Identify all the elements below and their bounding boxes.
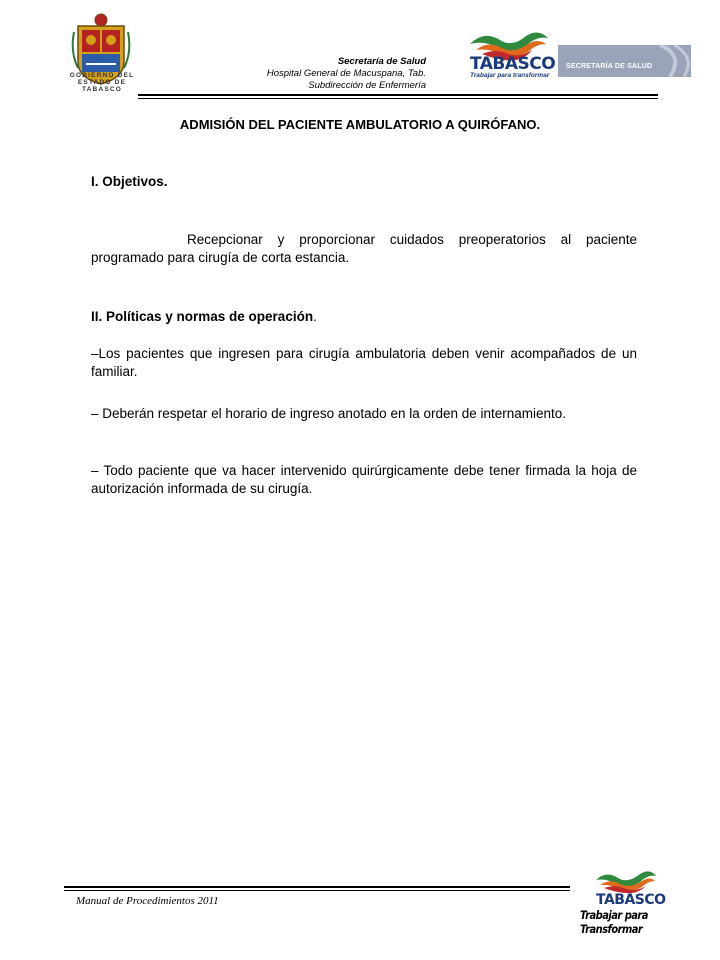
document-title: ADMISIÓN DEL PACIENTE AMBULATORIO A QUIRÓFANO. xyxy=(179,117,541,132)
gov-line-3: TABASCO xyxy=(81,86,123,93)
section-policies-heading-text: II. Políticas y normas de operación xyxy=(91,309,314,324)
footer-tabasco-wordmark: TABASCO xyxy=(596,892,666,908)
tabasco-wordmark: TABASCO xyxy=(470,54,556,74)
header-line-secretaria: Secretaría de Salud xyxy=(337,56,426,67)
header-institution-text xyxy=(220,56,426,92)
section-objectives-paragraph: Recepcionar y proporcionar cuidados preoperatorios al paciente programado para cirugía de corta estancia. xyxy=(91,232,637,265)
footer-manual-label: Manual de Procedimientos 2011 xyxy=(76,895,219,907)
government-label xyxy=(64,72,140,93)
footer-slogan: Trabajar para Transformar xyxy=(580,908,648,936)
header-rule-thin xyxy=(138,98,658,99)
header-line-subdireccion: Subdirección de Enfermería xyxy=(308,80,426,91)
section-objectives-heading: I. Objetivos. xyxy=(91,174,168,189)
section-policies-heading-period: . xyxy=(313,309,317,324)
section-policies-heading xyxy=(91,309,317,324)
policy-item-1: –Los pacientes que ingresen para cirugía ambulatoria deben venir acompañados de un familiar. xyxy=(91,346,637,379)
header-line-hospital: Hospital General de Macuspana, Tab. xyxy=(266,68,426,79)
secretaria-salud-label: SECRETARÍA DE SALUD xyxy=(566,63,653,70)
secretaria-banner-curve-icon xyxy=(640,45,691,77)
policy-item-2: – Deberán respetar el horario de ingreso anotado en la orden de internamiento. xyxy=(91,406,567,421)
header-rule-thick xyxy=(138,94,658,96)
footer-rule-thick xyxy=(64,886,570,888)
policy-item-3: – Todo paciente que va hacer intervenido quirúrgicamente debe tener firmada la hoja de autorización informada de su cirugía. xyxy=(91,463,637,496)
footer-rule-thin xyxy=(64,890,570,891)
tabasco-slogan: Trabajar para transformar xyxy=(470,72,550,79)
gov-line-2: ESTADO DE xyxy=(77,79,127,86)
gov-line-1: GOBIERNO DEL xyxy=(69,72,135,79)
